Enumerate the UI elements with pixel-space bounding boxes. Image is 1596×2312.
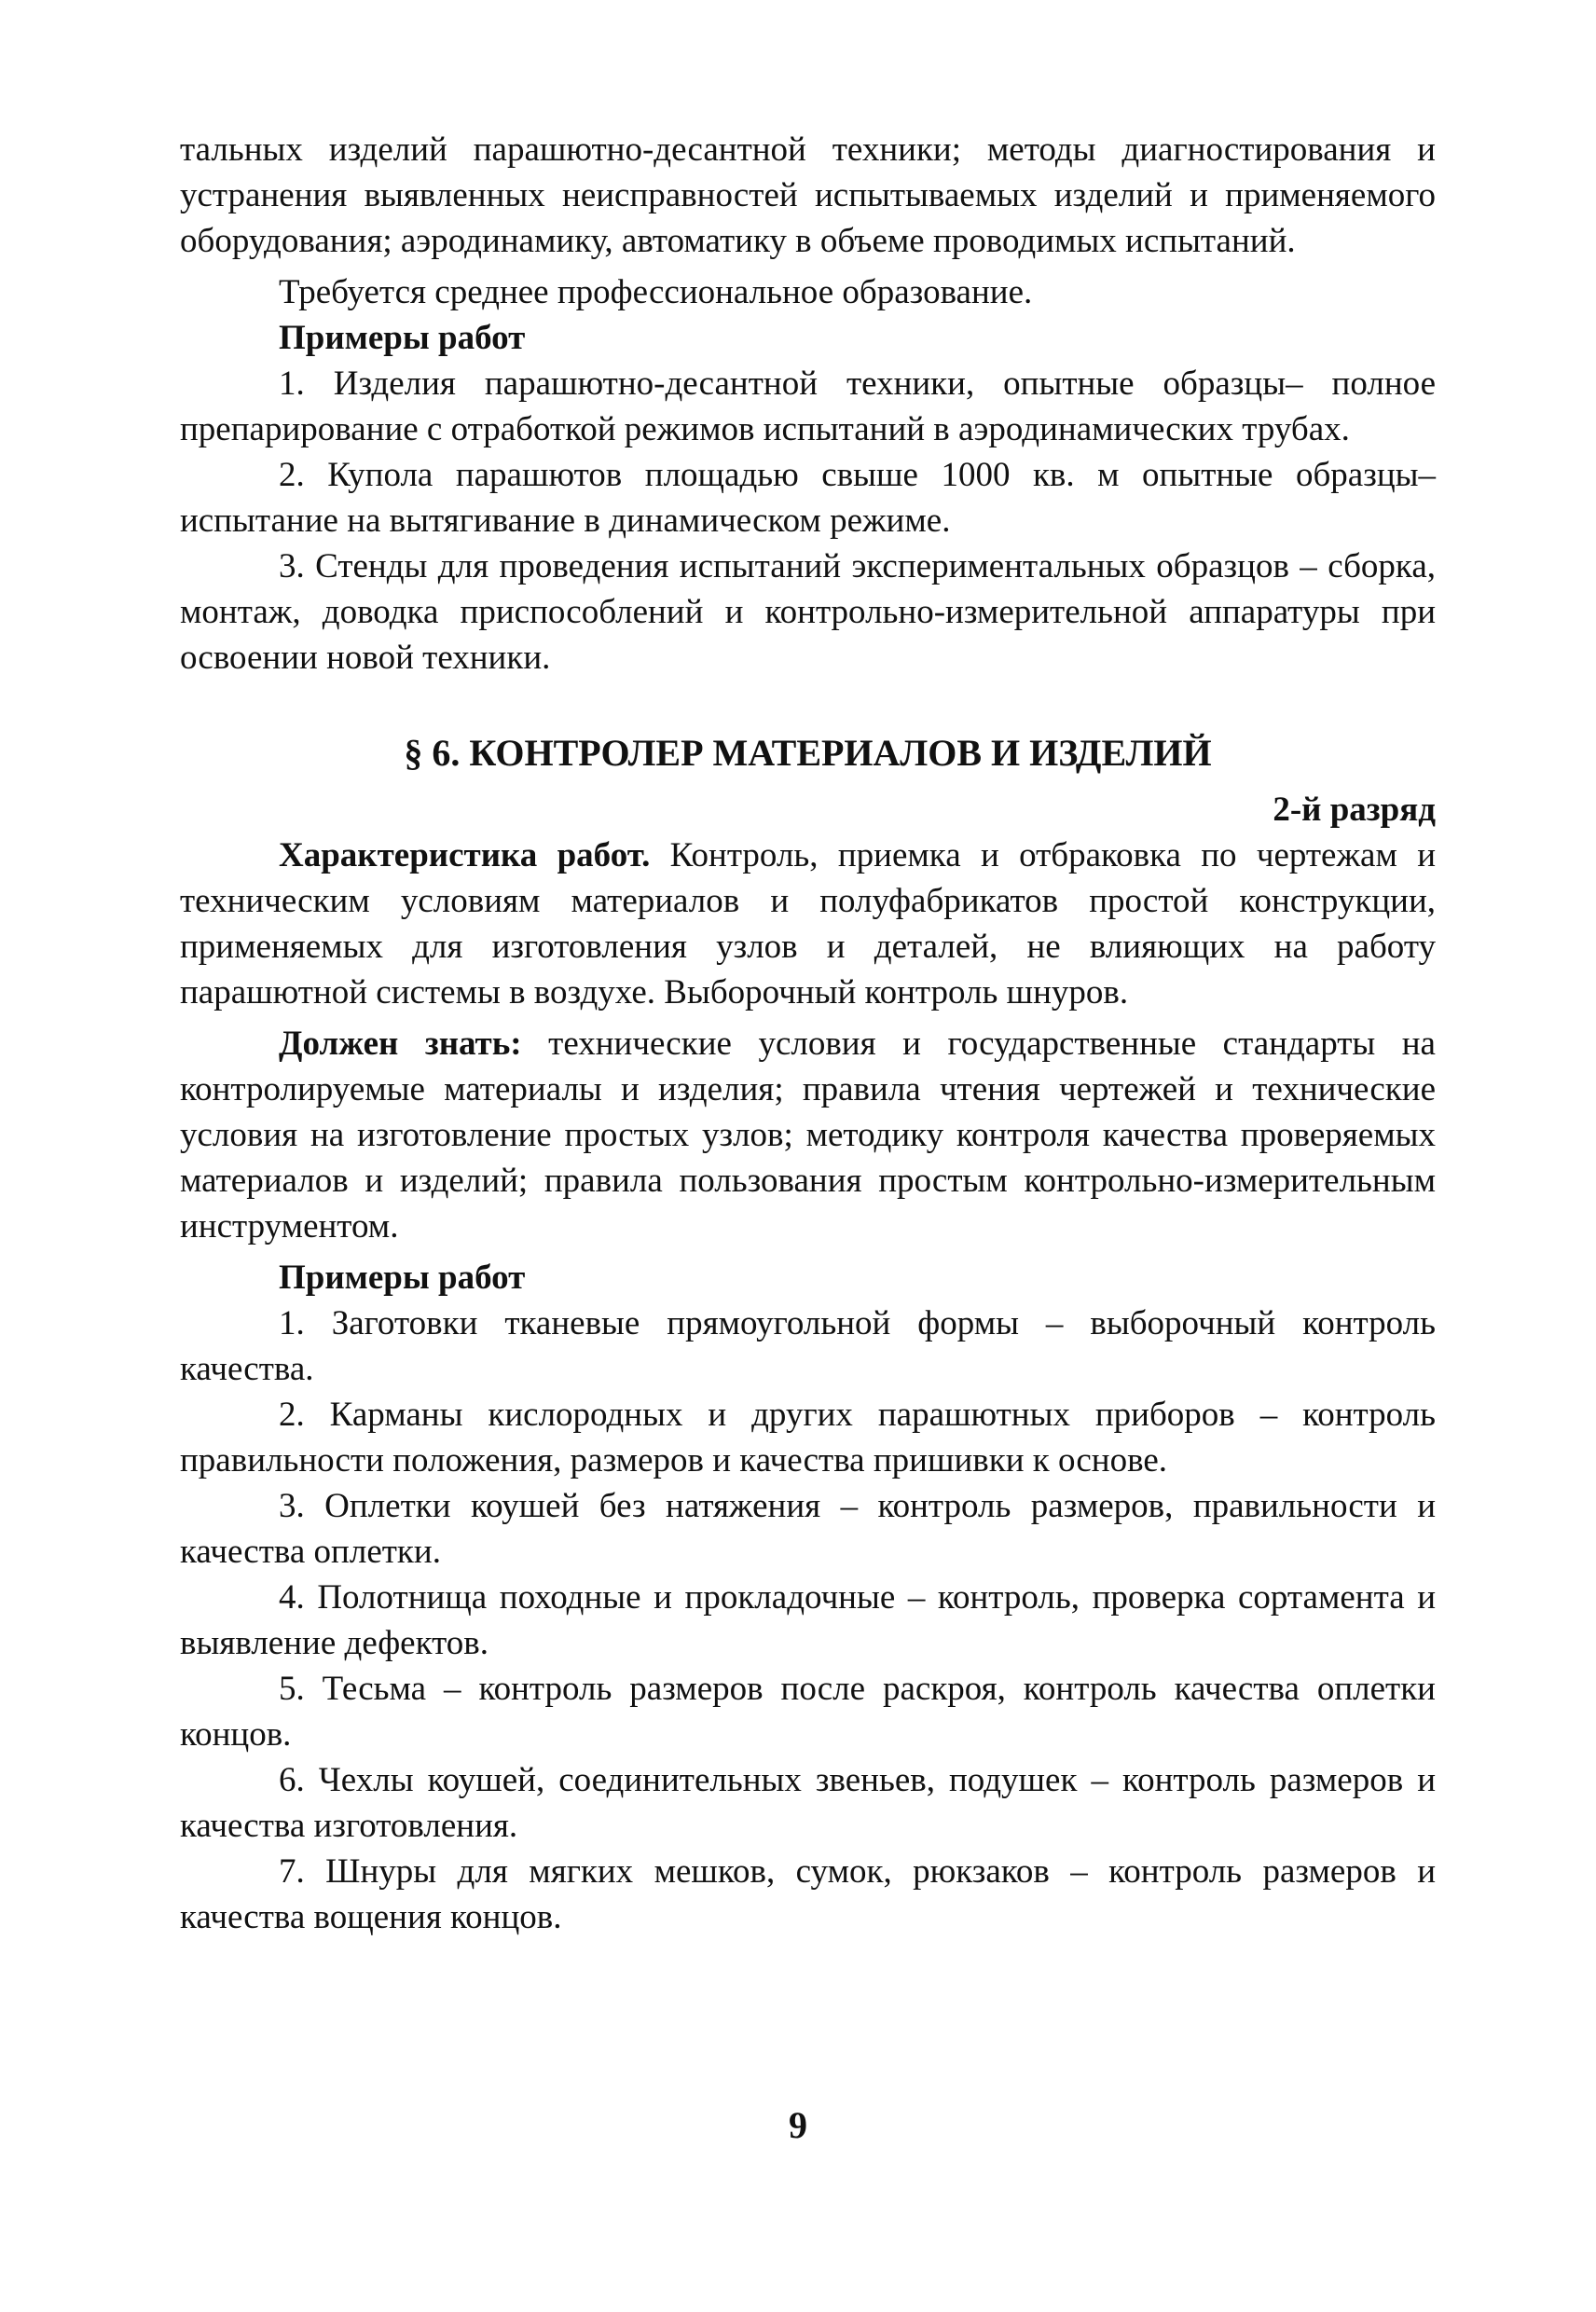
list-item: 6. Чехлы коушей, соединительных звеньев, подушек – контроль размеров и качества изготовления. (180, 1761, 1436, 1845)
characteristics-text: Контроль, приемка и отбраковка по чертежам и техническим условиям материалов и полуфабрикатов простой конструкции, применяемых для изготовления узлов и деталей, не влияющих на работу парашютной системы в воздухе. Выборочный контроль шнуров. (180, 836, 1436, 1012)
list-item: 3. Стенды для проведения испытаний экспериментальных образцов – сборка, монтаж, доводка приспособлений и контрольно-измерительной аппаратуры при освоении новой техники. (180, 547, 1436, 677)
examples-heading: Примеры работ (279, 1259, 526, 1297)
continuation-paragraph: тальных изделий парашютно-десантной техники; методы диагностирования и устранения выявленных неисправностей испытываемых изделий и применяемого оборудования; аэродинамику, автоматику в объеме проводимых испытаний. (180, 131, 1436, 260)
list-item: 1. Изделия парашютно-десантной техники, опытные образцы– полное препарирование с отработкой режимов испытаний в аэродинамических трубах. (180, 365, 1436, 448)
characteristics-label: Характеристика работ. (279, 836, 651, 874)
page-number: 9 (789, 2104, 807, 2146)
list-item: 7. Шнуры для мягких мешков, сумок, рюкзаков – контроль размеров и качества вощения концов. (180, 1852, 1436, 1936)
knowledge-paragraph (180, 1021, 1436, 1249)
page-content (180, 127, 1436, 1940)
examples-heading: Примеры работ (279, 319, 526, 357)
knowledge-label: Должен знать: (279, 1025, 522, 1063)
grade-label: 2-й разряд (1273, 791, 1436, 829)
characteristics-paragraph (180, 833, 1436, 1015)
knowledge-text: технические условия и государственные стандарты на контролируемые материалы и изделия; правила чтения чертежей и технические условия на изготовление простых узлов; методику контроля качества проверяемых материалов и изделий; правила пользования простым контрольно-измерительным инструментом. (180, 1025, 1436, 1245)
section-title: § 6. КОНТРОЛЕР МАТЕРИАЛОВ И ИЗДЕЛИЙ (404, 732, 1212, 774)
list-item: 5. Тесьма – контроль размеров после раскроя, контроль качества оплетки концов. (180, 1670, 1436, 1754)
list-item: 2. Купола парашютов площадью свыше 1000 кв. м опытные образцы– испытание на вытягивание в динамическом режиме. (180, 456, 1436, 540)
list-item: 1. Заготовки тканевые прямоугольной формы – выборочный контроль качества. (180, 1304, 1436, 1388)
list-item: 4. Полотнища походные и прокладочные – контроль, проверка сортамента и выявление дефектов. (180, 1578, 1436, 1662)
education-requirement: Требуется среднее профессиональное образование. (279, 273, 1033, 311)
list-item: 3. Оплетки коушей без натяжения – контроль размеров, правильности и качества оплетки. (180, 1487, 1436, 1571)
list-item: 2. Карманы кислородных и других парашютных приборов – контроль правильности положения, размеров и качества пришивки к основе. (180, 1396, 1436, 1479)
